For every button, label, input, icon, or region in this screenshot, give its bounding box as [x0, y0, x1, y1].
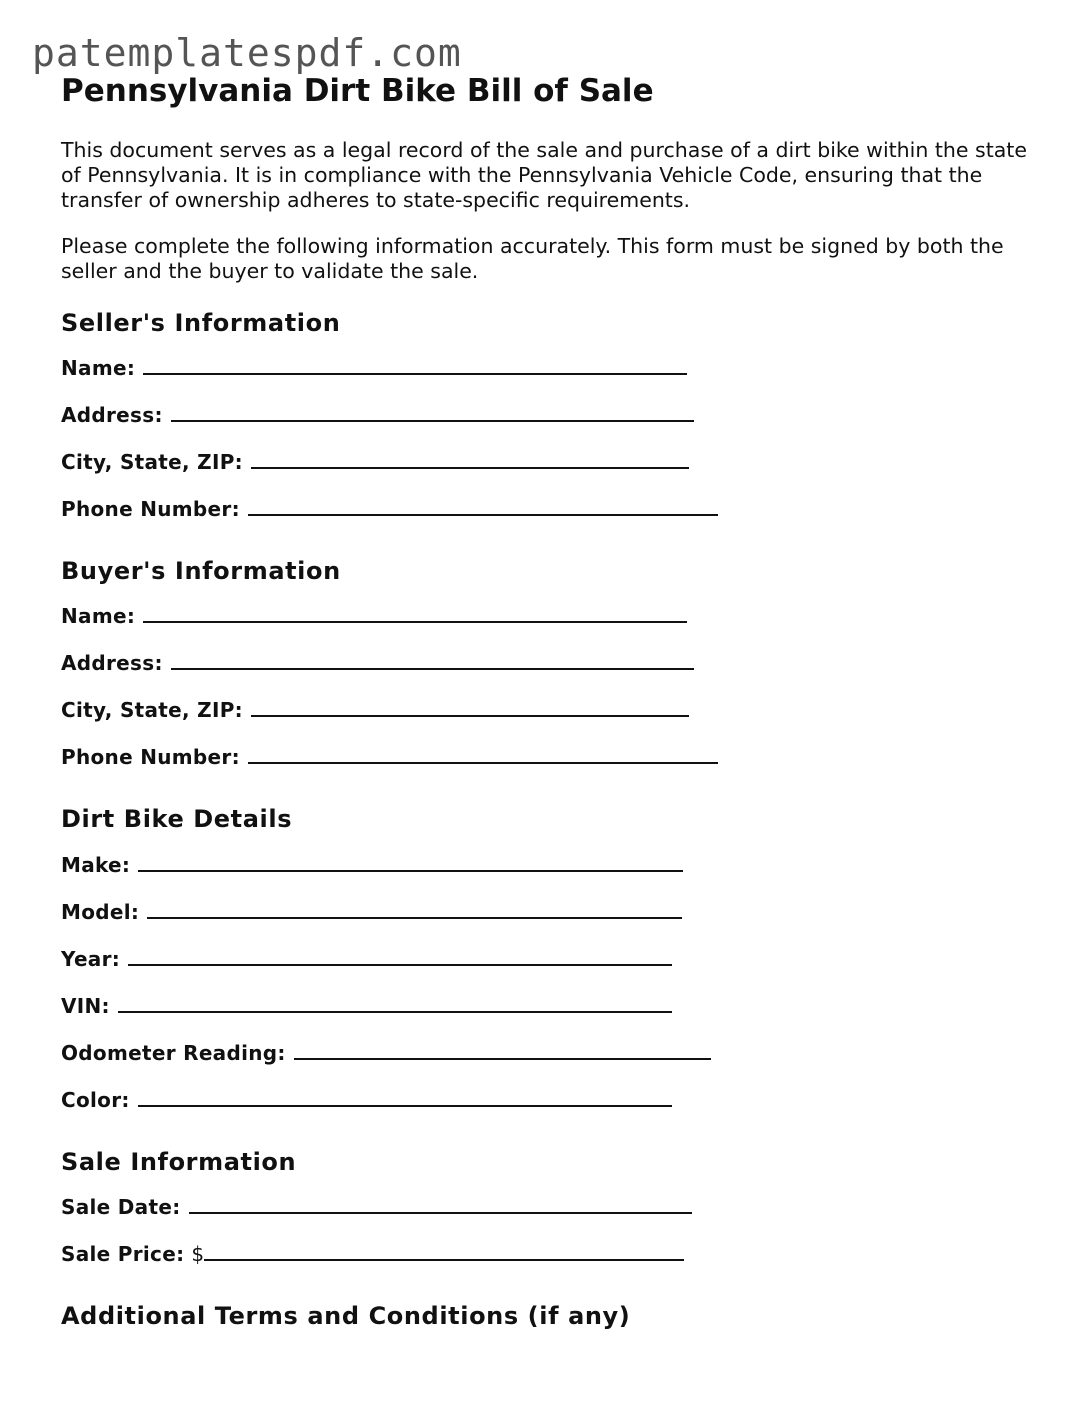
seller-heading: Seller's Information	[61, 308, 341, 337]
intro-paragraph-1: This document serves as a legal record of the sale and purchase of a dirt bike within the state of Pennsylvania. It is in compliance with the Pennsylvania Vehicle Code, ensuring that the transfer of ownership adheres to state-specific requirements.	[61, 137, 1027, 212]
sale-price-line[interactable]	[204, 1239, 684, 1261]
bike-year-field[interactable]	[61, 944, 1041, 974]
buyer-phone-field[interactable]	[61, 742, 1041, 772]
buyer-city-state-zip-line[interactable]	[251, 695, 689, 717]
field-label: Name:	[61, 356, 136, 381]
field-label: Year:	[61, 946, 121, 971]
seller-address-field[interactable]	[61, 400, 1041, 430]
bike-section	[61, 806, 1041, 1114]
sale-price-field[interactable]	[61, 1239, 1041, 1269]
bike-heading: Dirt Bike Details	[61, 805, 293, 834]
watermark: patemplatespdf.com	[32, 31, 462, 75]
buyer-city-state-zip-field[interactable]	[61, 695, 1041, 725]
document	[61, 74, 1041, 1330]
sale-date-field[interactable]	[61, 1192, 1041, 1222]
terms-section	[61, 1303, 1041, 1329]
seller-city-state-zip-field[interactable]	[61, 447, 1041, 477]
field-label: Sale Price:	[61, 1242, 185, 1267]
sale-date-line[interactable]	[189, 1192, 692, 1214]
buyer-heading: Buyer's Information	[61, 557, 341, 586]
seller-section	[61, 310, 1041, 524]
field-label: Phone Number:	[61, 497, 240, 522]
field-label: Address:	[61, 651, 163, 676]
field-label: Sale Date:	[61, 1195, 181, 1220]
sale-section	[61, 1149, 1041, 1269]
bike-vin-line[interactable]	[118, 991, 672, 1013]
seller-phone-field[interactable]	[61, 494, 1041, 524]
seller-name-field[interactable]	[61, 353, 1041, 383]
currency-symbol: $	[191, 1242, 205, 1267]
bike-color-line[interactable]	[138, 1085, 672, 1107]
bike-odometer-field[interactable]	[61, 1038, 1041, 1068]
seller-phone-line[interactable]	[248, 494, 718, 516]
sale-heading: Sale Information	[61, 1147, 297, 1176]
buyer-section	[61, 558, 1041, 772]
buyer-address-line[interactable]	[171, 648, 694, 670]
buyer-name-line[interactable]	[143, 601, 687, 623]
bike-make-field[interactable]	[61, 850, 1041, 880]
seller-address-line[interactable]	[171, 400, 694, 422]
bike-vin-field[interactable]	[61, 991, 1041, 1021]
terms-heading: Additional Terms and Conditions (if any)	[61, 1302, 631, 1331]
seller-name-line[interactable]	[143, 353, 687, 375]
bike-year-line[interactable]	[128, 944, 672, 966]
field-label: Name:	[61, 604, 136, 629]
bike-model-field[interactable]	[61, 897, 1041, 927]
buyer-name-field[interactable]	[61, 601, 1041, 631]
field-label: City, State, ZIP:	[61, 450, 243, 475]
bike-color-field[interactable]	[61, 1085, 1041, 1115]
field-label: City, State, ZIP:	[61, 698, 243, 723]
field-label: Odometer Reading:	[61, 1040, 286, 1065]
field-label: Color:	[61, 1087, 130, 1112]
buyer-address-field[interactable]	[61, 648, 1041, 678]
bike-odometer-line[interactable]	[294, 1038, 711, 1060]
seller-city-state-zip-line[interactable]	[251, 447, 689, 469]
field-label: Phone Number:	[61, 745, 240, 770]
intro-paragraph-2: Please complete the following information accurately. This form must be signed by both the seller and the buyer to validate the sale.	[61, 233, 1004, 283]
field-label: Model:	[61, 899, 140, 924]
buyer-phone-line[interactable]	[248, 742, 718, 764]
bike-make-line[interactable]	[138, 850, 683, 872]
field-label: Address:	[61, 403, 163, 428]
field-label: VIN:	[61, 993, 110, 1018]
page-title: Pennsylvania Dirt Bike Bill of Sale	[61, 73, 654, 109]
bike-model-line[interactable]	[147, 897, 682, 919]
field-label: Make:	[61, 852, 131, 877]
